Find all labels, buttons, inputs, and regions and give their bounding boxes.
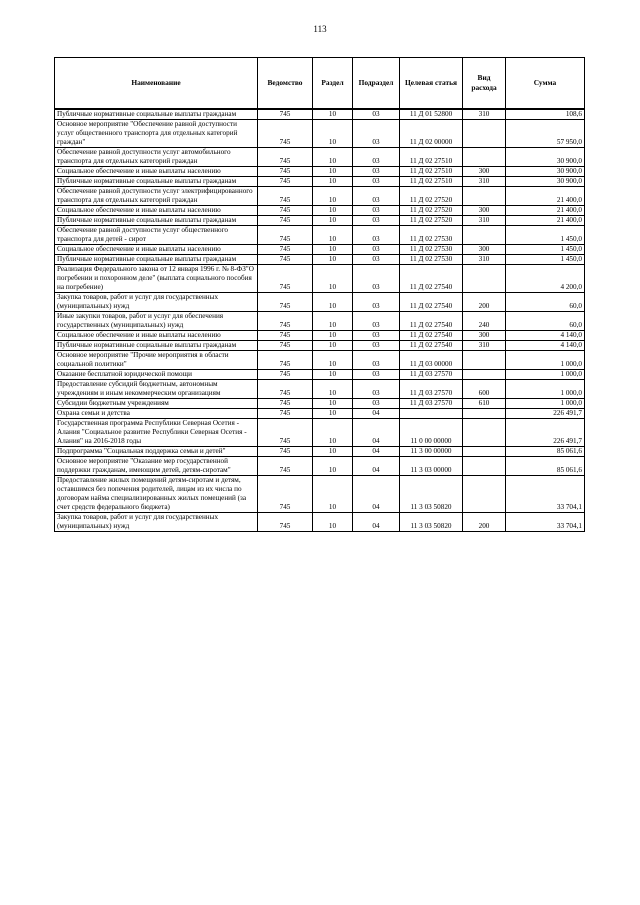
cell-subsection: 03 [353, 148, 400, 167]
cell-target-article: 11 0 00 00000 [400, 419, 463, 447]
cell-section: 10 [313, 351, 353, 370]
cell-department: 745 [258, 409, 313, 419]
cell-expense-type: 610 [463, 399, 506, 409]
cell-expense-type [463, 409, 506, 419]
cell-target-article: 11 Д 02 27520 [400, 187, 463, 206]
cell-target-article: 11 Д 02 27540 [400, 331, 463, 341]
table-row [55, 341, 585, 351]
cell-section: 10 [313, 419, 353, 447]
cell-name: Основное мероприятие "Прочие мероприятия в области социальной политики" [55, 351, 258, 370]
cell-target-article: 11 Д 02 27510 [400, 177, 463, 187]
table-row [55, 380, 585, 399]
cell-amount: 85 061,6 [506, 457, 585, 476]
header-expense-type: Вид расхода [463, 58, 506, 110]
cell-name: Субсидии бюджетным учреждениям [55, 399, 258, 409]
table-row [55, 513, 585, 532]
table-row [55, 167, 585, 177]
cell-section: 10 [313, 148, 353, 167]
cell-department: 745 [258, 513, 313, 532]
cell-target-article: 11 Д 02 27540 [400, 312, 463, 331]
cell-subsection: 03 [353, 265, 400, 293]
cell-department: 745 [258, 120, 313, 148]
cell-amount: 108,6 [506, 109, 585, 120]
cell-amount: 226 491,7 [506, 419, 585, 447]
table-body [55, 109, 585, 532]
table-row [55, 255, 585, 265]
cell-name: Социальное обеспечение и иные выплаты населению [55, 245, 258, 255]
cell-name: Основное мероприятие "Оказание мер государственной поддержки гражданам, имеющим детей, детям-сиротам" [55, 457, 258, 476]
cell-expense-type [463, 457, 506, 476]
cell-target-article: 11 Д 01 52800 [400, 109, 463, 120]
cell-department: 745 [258, 370, 313, 380]
cell-amount: 4 200,0 [506, 265, 585, 293]
cell-target-article: 11 Д 03 00000 [400, 351, 463, 370]
header-department: Ведомство [258, 58, 313, 110]
cell-amount: 1 450,0 [506, 226, 585, 245]
cell-amount: 85 061,6 [506, 447, 585, 457]
cell-subsection: 03 [353, 177, 400, 187]
table-row [55, 419, 585, 447]
cell-amount: 1 000,0 [506, 399, 585, 409]
cell-section: 10 [313, 187, 353, 206]
cell-name: Публичные нормативные социальные выплаты гражданам [55, 177, 258, 187]
cell-amount: 30 900,0 [506, 177, 585, 187]
table-row [55, 226, 585, 245]
cell-subsection: 03 [353, 255, 400, 265]
cell-amount: 1 450,0 [506, 255, 585, 265]
cell-amount: 1 450,0 [506, 245, 585, 255]
cell-name: Предоставление жилых помещений детям-сиротам и детям, оставшимся без попечения родителей, лицам из их числа по договорам найма специализированных жилых помещений (за счет средств федерального бюджета) [55, 476, 258, 513]
cell-subsection: 04 [353, 447, 400, 457]
cell-amount: 1 000,0 [506, 370, 585, 380]
cell-name: Публичные нормативные социальные выплаты гражданам [55, 109, 258, 120]
cell-subsection: 04 [353, 513, 400, 532]
header-amount: Сумма [506, 58, 585, 110]
table-row [55, 312, 585, 331]
cell-target-article: 11 Д 02 27540 [400, 341, 463, 351]
cell-department: 745 [258, 255, 313, 265]
cell-expense-type: 310 [463, 177, 506, 187]
cell-name: Предоставление субсидий бюджетным, автономным учреждениям и иным некоммерческим организациям [55, 380, 258, 399]
cell-target-article: 11 Д 02 00000 [400, 120, 463, 148]
cell-subsection: 04 [353, 457, 400, 476]
table-row [55, 409, 585, 419]
cell-expense-type [463, 447, 506, 457]
cell-amount: 30 900,0 [506, 167, 585, 177]
cell-expense-type [463, 148, 506, 167]
header-name: Наименование [55, 58, 258, 110]
cell-subsection: 03 [353, 351, 400, 370]
cell-section: 10 [313, 457, 353, 476]
cell-section: 10 [313, 255, 353, 265]
cell-department: 745 [258, 187, 313, 206]
table-row [55, 120, 585, 148]
table-row [55, 293, 585, 312]
cell-subsection: 03 [353, 245, 400, 255]
cell-department: 745 [258, 265, 313, 293]
cell-department: 745 [258, 447, 313, 457]
cell-subsection: 03 [353, 312, 400, 331]
cell-target-article: 11 3 03 50820 [400, 513, 463, 532]
cell-target-article: 11 Д 02 27530 [400, 245, 463, 255]
table-row [55, 331, 585, 341]
cell-subsection: 03 [353, 380, 400, 399]
cell-expense-type [463, 120, 506, 148]
cell-expense-type: 300 [463, 167, 506, 177]
cell-amount: 33 704,1 [506, 513, 585, 532]
cell-target-article [400, 409, 463, 419]
cell-target-article: 11 Д 03 27570 [400, 380, 463, 399]
cell-department: 745 [258, 312, 313, 331]
cell-section: 10 [313, 109, 353, 120]
cell-target-article: 11 3 03 50820 [400, 476, 463, 513]
cell-amount: 60,0 [506, 312, 585, 331]
cell-name: Основное мероприятие "Обеспечение равной доступности услуг общественного транспорта для отдельных категорий граждан" [55, 120, 258, 148]
table-row [55, 399, 585, 409]
cell-expense-type: 300 [463, 331, 506, 341]
cell-amount: 21 400,0 [506, 216, 585, 226]
cell-target-article: 11 Д 02 27540 [400, 293, 463, 312]
cell-expense-type: 310 [463, 109, 506, 120]
cell-name: Публичные нормативные социальные выплаты гражданам [55, 255, 258, 265]
cell-section: 10 [313, 380, 353, 399]
cell-section: 10 [313, 265, 353, 293]
cell-expense-type [463, 226, 506, 245]
cell-subsection: 03 [353, 206, 400, 216]
cell-expense-type [463, 370, 506, 380]
cell-department: 745 [258, 341, 313, 351]
cell-target-article: 11 Д 03 27570 [400, 370, 463, 380]
cell-subsection: 03 [353, 167, 400, 177]
cell-target-article: 11 3 00 00000 [400, 447, 463, 457]
cell-expense-type [463, 265, 506, 293]
table-row [55, 265, 585, 293]
cell-department: 745 [258, 399, 313, 409]
table-row [55, 177, 585, 187]
cell-department: 745 [258, 351, 313, 370]
cell-section: 10 [313, 312, 353, 331]
cell-target-article: 11 Д 02 27510 [400, 167, 463, 177]
cell-amount: 1 000,0 [506, 351, 585, 370]
cell-section: 10 [313, 331, 353, 341]
cell-department: 745 [258, 167, 313, 177]
cell-name: Иные закупки товаров, работ и услуг для обеспечения государственных (муниципальных) нужд [55, 312, 258, 331]
cell-section: 10 [313, 245, 353, 255]
cell-amount: 57 950,0 [506, 120, 585, 148]
cell-subsection: 03 [353, 120, 400, 148]
cell-target-article: 11 Д 02 27530 [400, 226, 463, 245]
cell-department: 745 [258, 476, 313, 513]
cell-name: Закупка товаров, работ и услуг для государственных (муниципальных) нужд [55, 293, 258, 312]
cell-section: 10 [313, 447, 353, 457]
table-row [55, 447, 585, 457]
cell-target-article: 11 Д 03 27570 [400, 399, 463, 409]
cell-amount: 33 704,1 [506, 476, 585, 513]
cell-section: 10 [313, 226, 353, 245]
cell-subsection: 03 [353, 399, 400, 409]
cell-expense-type: 200 [463, 293, 506, 312]
cell-expense-type: 200 [463, 513, 506, 532]
cell-subsection: 03 [353, 226, 400, 245]
cell-expense-type [463, 187, 506, 206]
cell-subsection: 03 [353, 293, 400, 312]
cell-expense-type: 310 [463, 341, 506, 351]
cell-name: Обеспечение равной доступности услуг автомобильного транспорта для отдельных категорий граждан [55, 148, 258, 167]
cell-subsection: 03 [353, 187, 400, 206]
cell-subsection: 04 [353, 419, 400, 447]
cell-section: 10 [313, 409, 353, 419]
cell-department: 745 [258, 457, 313, 476]
cell-department: 745 [258, 331, 313, 341]
cell-target-article: 11 Д 02 27520 [400, 216, 463, 226]
cell-expense-type: 310 [463, 255, 506, 265]
table-row [55, 187, 585, 206]
cell-amount: 1 000,0 [506, 380, 585, 399]
cell-amount: 21 400,0 [506, 187, 585, 206]
header-target-article: Целевая статья [400, 58, 463, 110]
cell-name: Оказание бесплатной юридической помощи [55, 370, 258, 380]
cell-department: 745 [258, 380, 313, 399]
cell-department: 745 [258, 245, 313, 255]
table-row [55, 457, 585, 476]
cell-department: 745 [258, 148, 313, 167]
cell-expense-type: 240 [463, 312, 506, 331]
cell-expense-type [463, 476, 506, 513]
cell-department: 745 [258, 206, 313, 216]
cell-name: Обеспечение равной доступности услуг электрифицированного транспорта для отдельных категорий граждан [55, 187, 258, 206]
cell-expense-type: 300 [463, 206, 506, 216]
cell-expense-type [463, 351, 506, 370]
table-row [55, 148, 585, 167]
cell-amount: 4 140,0 [506, 331, 585, 341]
cell-subsection: 04 [353, 476, 400, 513]
cell-name: Обеспечение равной доступности услуг общественного транспорта для детей - сирот [55, 226, 258, 245]
cell-department: 745 [258, 226, 313, 245]
cell-section: 10 [313, 177, 353, 187]
cell-amount: 60,0 [506, 293, 585, 312]
cell-expense-type [463, 419, 506, 447]
budget-table [54, 57, 585, 532]
cell-name: Реализация Федерального закона от 12 января 1996 г. № 8-ФЗ"О погребении и похоронном деле" (выплата социального пособия на погребение) [55, 265, 258, 293]
cell-target-article: 11 Д 02 27540 [400, 265, 463, 293]
cell-section: 10 [313, 216, 353, 226]
cell-section: 10 [313, 167, 353, 177]
cell-section: 10 [313, 399, 353, 409]
cell-department: 745 [258, 177, 313, 187]
cell-name: Охрана семьи и детства [55, 409, 258, 419]
cell-name: Государственная программа Республики Северная Осетия - Алания "Социальное развитие Республики Северная Осетия - Алания" на 2016-2018 годы [55, 419, 258, 447]
cell-department: 745 [258, 216, 313, 226]
cell-section: 10 [313, 120, 353, 148]
cell-name: Социальное обеспечение и иные выплаты населению [55, 167, 258, 177]
cell-amount: 21 400,0 [506, 206, 585, 216]
table-row [55, 370, 585, 380]
cell-section: 10 [313, 206, 353, 216]
cell-section: 10 [313, 476, 353, 513]
cell-name: Публичные нормативные социальные выплаты гражданам [55, 216, 258, 226]
cell-section: 10 [313, 370, 353, 380]
cell-target-article: 11 Д 02 27510 [400, 148, 463, 167]
cell-name: Социальное обеспечение и иные выплаты населению [55, 331, 258, 341]
cell-subsection: 03 [353, 331, 400, 341]
cell-subsection: 03 [353, 109, 400, 120]
table-row [55, 476, 585, 513]
cell-name: Социальное обеспечение и иные выплаты населению [55, 206, 258, 216]
header-subsection: Подраздел [353, 58, 400, 110]
cell-subsection: 03 [353, 341, 400, 351]
cell-name: Публичные нормативные социальные выплаты гражданам [55, 341, 258, 351]
cell-section: 10 [313, 293, 353, 312]
cell-subsection: 03 [353, 216, 400, 226]
cell-expense-type: 310 [463, 216, 506, 226]
table-row [55, 206, 585, 216]
cell-section: 10 [313, 513, 353, 532]
cell-expense-type: 600 [463, 380, 506, 399]
table-row [55, 216, 585, 226]
cell-expense-type: 300 [463, 245, 506, 255]
table-row [55, 245, 585, 255]
page-number: 113 [313, 24, 327, 34]
cell-amount: 30 900,0 [506, 148, 585, 167]
cell-subsection: 04 [353, 409, 400, 419]
cell-name: Закупка товаров, работ и услуг для государственных (муниципальных) нужд [55, 513, 258, 532]
cell-target-article: 11 3 03 00000 [400, 457, 463, 476]
cell-subsection: 03 [353, 370, 400, 380]
cell-name: Подпрограмма "Социальная поддержка семьи и детей" [55, 447, 258, 457]
cell-department: 745 [258, 293, 313, 312]
table-row [55, 351, 585, 370]
table-row [55, 109, 585, 120]
cell-amount: 4 140,0 [506, 341, 585, 351]
cell-department: 745 [258, 419, 313, 447]
header-section: Раздел [313, 58, 353, 110]
cell-target-article: 11 Д 02 27520 [400, 206, 463, 216]
table-header-row [55, 58, 585, 110]
cell-department: 745 [258, 109, 313, 120]
cell-amount: 226 491,7 [506, 409, 585, 419]
cell-target-article: 11 Д 02 27530 [400, 255, 463, 265]
cell-section: 10 [313, 341, 353, 351]
